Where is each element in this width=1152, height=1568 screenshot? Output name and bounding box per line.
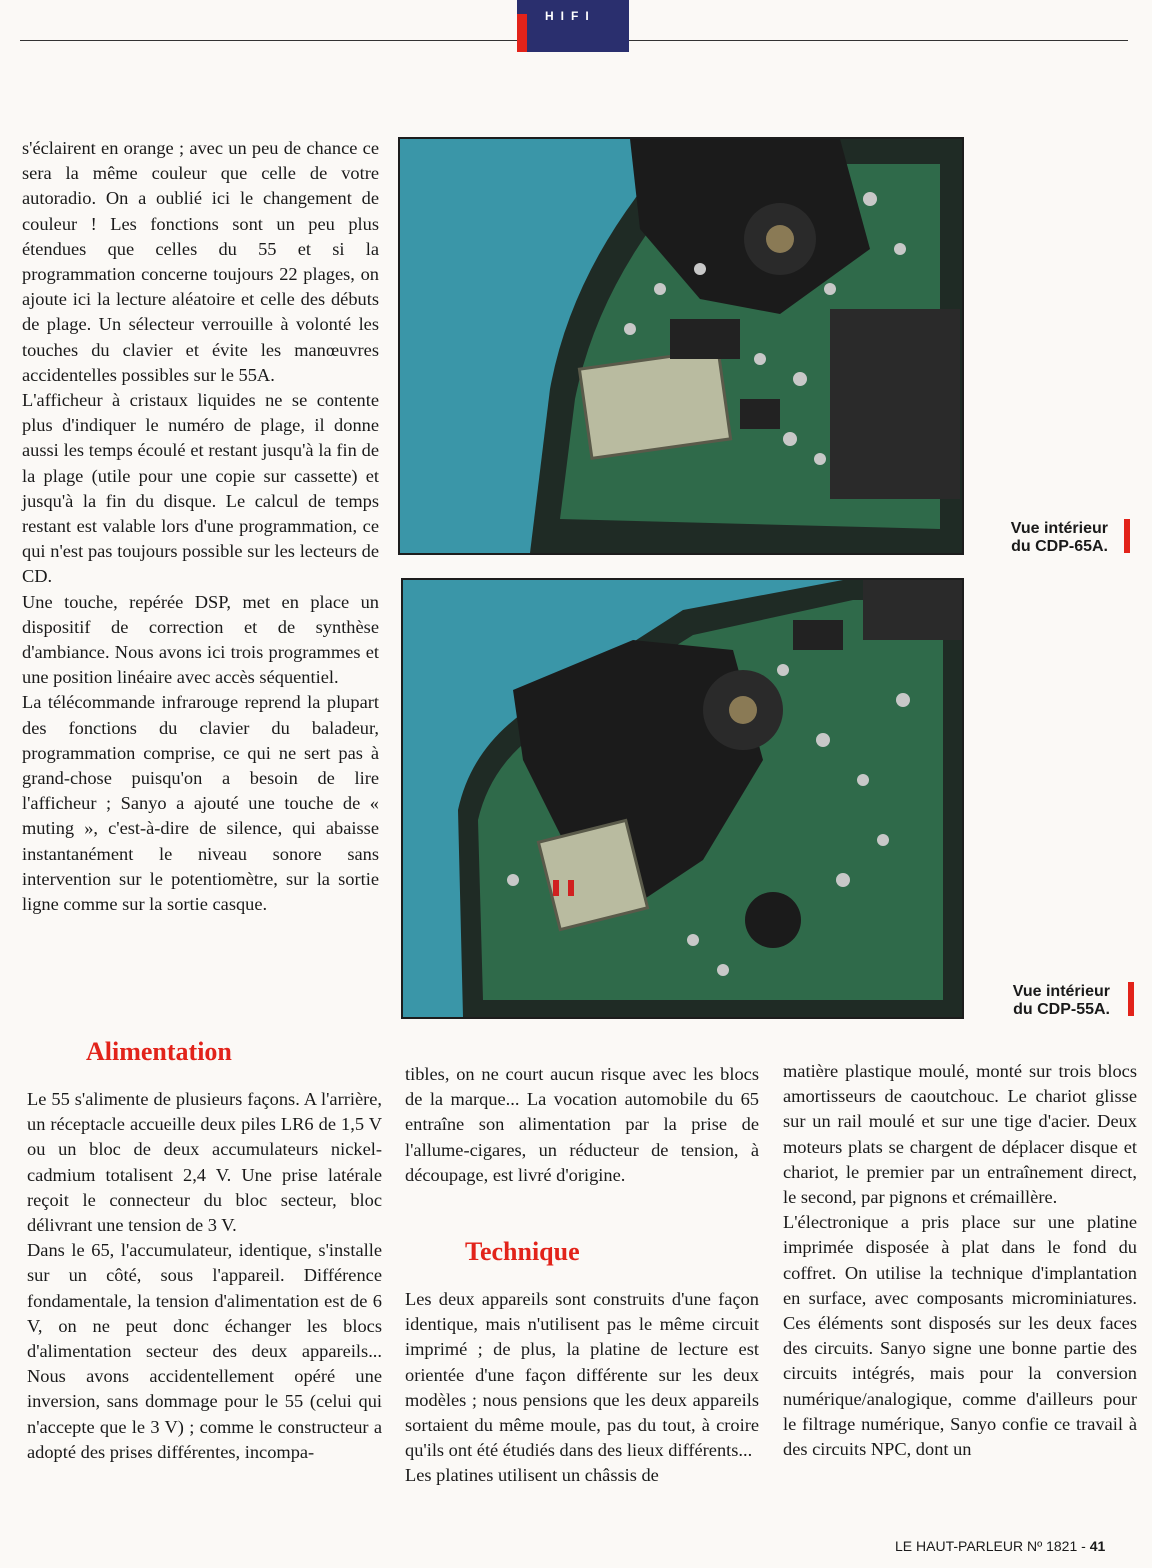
paragraph: Les platines utilisent un châssis de <box>405 1465 659 1486</box>
photo-cdp-55a <box>401 578 964 1019</box>
paragraph: L'électronique a pris place sur une platine imprimée disposée à plat dans le fond du coffret. On utilise la technique d'implantation en surface, avec composants microminiatures. Ces éléments sont disposés sur les deux faces des circuits. Sanyo signe une bonne partie des circuits intégrés, mais pour la conversion numérique/analogique, comme d'ailleurs pour le filtrage numérique, Sanyo confie ce travail à des circuits NPC, dont un <box>783 1212 1137 1460</box>
paragraph: Dans le 65, l'accumulateur, identique, s'installe sur un côté, sous l'appareil. Différence fondamentale, la tension d'alimentation est de 6 V, on ne peut donc échanger les blocs d'alimentation secteur des deux appareils... Nous avons accidentellement opéré une inversion, sans dommage pour le 55 (celui qui n'accepte que le 3 V) ; comme le constructeur a adopté des prises différentes, incompa- <box>27 1240 382 1462</box>
caption-line: Vue intérieur <box>1012 983 1110 1000</box>
technique-heading: Technique <box>465 1237 580 1266</box>
cdp-65a-board-illustration <box>400 139 962 553</box>
caption-line: Vue intérieur <box>1010 520 1108 537</box>
page-number: 41 <box>1089 1538 1106 1554</box>
photo-caption-cdp-65a <box>960 520 1108 556</box>
paragraph: Une touche, repérée DSP, met en place un dispositif de correction et de synthèse d'ambiance. Nous avons ici trois programmes et une position linéaire avec accès séquentiel. <box>22 591 379 688</box>
photo-cdp-65a <box>398 137 964 555</box>
paragraph: matière plastique moulé, monté sur trois blocs amortisseurs de caoutchouc. Le chariot glisse sur un rail moulé et sur une tige d'acier. Deux moteurs plats se chargent de déplacer disque et chariot, le premier par un entraînement direct, le second, par pignons et crémaillère. <box>783 1061 1137 1208</box>
left-column-top <box>22 136 379 917</box>
page-footer <box>895 1538 1105 1554</box>
section-tab <box>517 0 629 52</box>
alimentation-heading: Alimentation <box>86 1037 232 1066</box>
caption-marker <box>1124 519 1130 553</box>
paragraph: Les deux appareils sont construits d'une façon identique, mais n'utilisent pas le même circuit imprimé ; de plus, la platine de lecture est orientée d'une façon différente sur les deux modèles ; nous pensions que les deux appareils sortaient du même moule, pas du tout, à croire qu'ils ont été étudiés dans des lieux différents... <box>405 1289 759 1461</box>
caption-line: du CDP-65A. <box>1011 538 1108 555</box>
cdp-55a-board-illustration <box>403 580 962 1017</box>
caption-line: du CDP-55A. <box>1013 1001 1110 1018</box>
footer-publication: LE HAUT-PARLEUR Nº 1821 - <box>895 1538 1090 1554</box>
section-tab-accent <box>517 14 527 52</box>
paragraph: Le 55 s'alimente de plusieurs façons. A l'arrière, un réceptacle accueille deux piles LR6 de 1,5 V ou un bloc de deux accumulateurs nickel-cadmium totalisent 2,4 V. Une prise latérale reçoit le connecteur du bloc secteur, bloc délivrant une tension de 3 V. <box>27 1089 382 1236</box>
paragraph: s'éclairent en orange ; avec un peu de chance ce sera la même couleur que celle de votre autoradio. On a oublié ici le changement de couleur ! Les fonctions sont un peu plus étendues que celles du 55 et si la programmation concerne toujours 22 plages, on ajoute ici la lecture aléatoire et celle des débuts de plage. Un sélecteur verrouille à volonté les touches du clavier et évite les manœuvres accidentelles possibles sur le 55A. <box>22 138 379 385</box>
middle-column-technique <box>405 1287 759 1489</box>
paragraph: L'afficheur à cristaux liquides ne se contente plus d'indiquer le numéro de plage, il donne aussi les temps écoulé et restant jusqu'à la fin de la plage (utile pour une copie sur cassette) et jusqu'à la fin du disque. Le calcul de temps restant est valable lors d'une programmation, ce qui n'est pas toujours possible sur les lecteurs de CD. <box>22 390 379 587</box>
right-column <box>783 1059 1137 1462</box>
paragraph: tibles, on ne court aucun risque avec les blocs de la marque... La vocation automobile du 65 entraîne son alimentation par la prise de l'allume-cigares, un réducteur de tension, à découpage, est livré d'origine. <box>405 1064 759 1185</box>
caption-marker <box>1128 982 1134 1016</box>
paragraph: La télécommande infrarouge reprend la plupart des fonctions du clavier du baladeur, programmation comprise, ce qui ne sert pas à grand-chose puisqu'on a besoin de lire l'afficheur ; Sanyo a ajouté une touche de « muting », c'est-à-dire de silence, qui abaisse instantanément le niveau sonore sans intervention sur le potentiomètre, sur la sortie ligne comme sur la sortie casque. <box>22 692 379 915</box>
section-label: HIFI <box>545 9 596 23</box>
middle-column-intro <box>405 1062 759 1188</box>
alimentation-column <box>27 1087 382 1465</box>
photo-caption-cdp-55a <box>960 983 1110 1019</box>
